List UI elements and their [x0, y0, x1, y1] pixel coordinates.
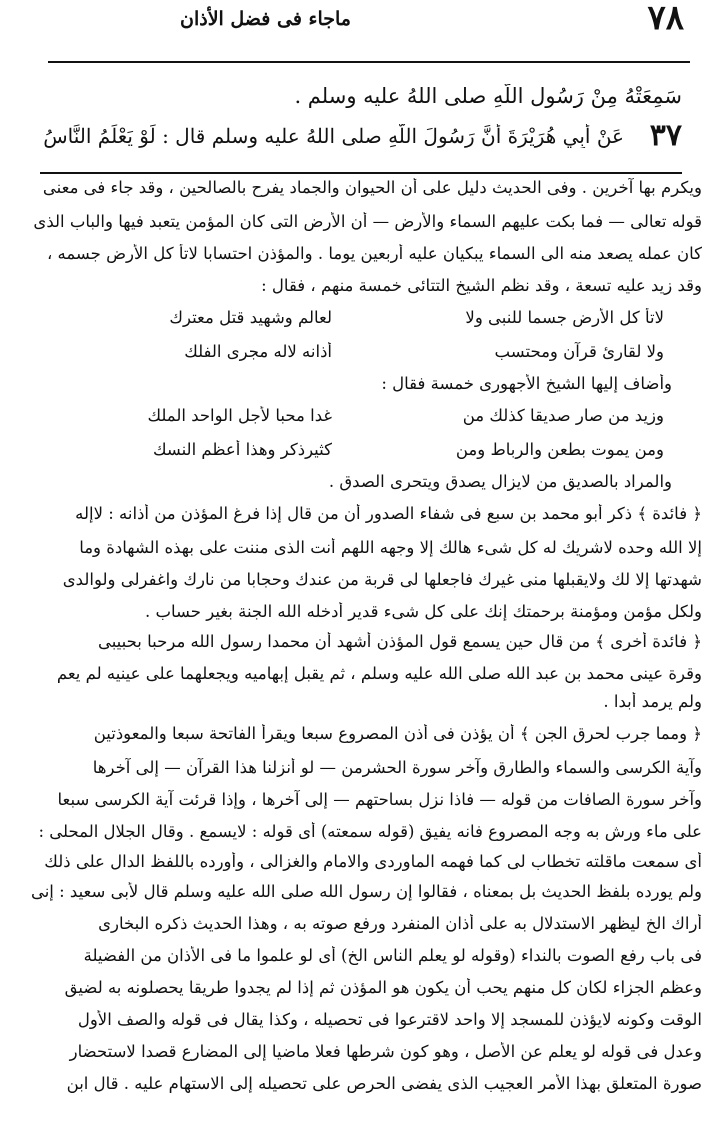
mujarrab-line: ولم يورده بلفظ الحديث بل بمعناه ، فقالوا إن رسول الله صلى الله عليه وسلم قال لأبى سعيد : إنى [30, 882, 702, 901]
fawaid-line: إلا الله وحده لاشريك له كل شىء هالك إلا وجهه اللهم أنت الذى مننت على بهذه الشهادة وما [79, 538, 702, 557]
fawaid2-line: وقرة عينى محمد بن عبد الله صلى الله عليه وسلم ، ثم يقبل إبهاميه ويجعلهما على عينيه لم يعم [56, 664, 702, 683]
hadith-number: ٣٧ [649, 118, 682, 153]
mujarrab-line: وآخر سورة الصافات من قوله — فاذا نزل بساحتهم — إلى آخرها ، وإذا قرئت آية الكرسى سبعا [57, 790, 702, 809]
poem-hemistich: ومن يموت بطعن والرباط ومن [455, 440, 664, 459]
fawaid-line: ﴿ فائدة ﴾ ذكر أبو محمد بن سبع فى شفاء الصدور أن من قال إذا فرغ المؤذن من أذانه : لاإله [75, 504, 702, 523]
poem-intro: وأضاف إليها الشيخ الأجهورى خمسة فقال : [381, 374, 672, 393]
poem-hemistich: لاتأ كل الأرض جسما للنبى ولا [465, 308, 664, 327]
mujarrab-line: صورة المتعلق بهذا الأمر العجيب الذى يفضى الحرص على تحصيله إلى الاستهام عليه . قال ابن [66, 1074, 702, 1093]
hadith-line-2: عَنْ أَبِي هُرَيْرَةَ أَنَّ رَسُولَ اللَّهِ صلى اللهُ عليه وسلم قال : لَوْ يَعْلَمُ النَّاسُ [43, 124, 624, 148]
fawaid2-line: ولم يرمد أبدا . [603, 692, 702, 711]
fawaid-line: ولكل مؤمن ومؤمنة برحمتك إنك على كل شىء قدير أدخله الله الجنة بغير حساب . [145, 602, 702, 621]
poem-hemistich: غدا محبا لأجل الواحد الملك [147, 406, 332, 425]
mujarrab-line: وعدل فى قوله لو يعلم عن الأصل ، وهو كون شرطها فعلا ماضيا إلى المضارع قصدا لاستحضار [69, 1042, 702, 1061]
poem-hemistich: كثيرذكر وهذا أعظم النسك [152, 440, 332, 459]
body-line: قوله تعالى — فما بكت عليهم السماء والأرض — أن الأرض التى كان المؤمن يتعبد فيها والباب الذى [33, 212, 702, 231]
mujarrab-line: أراك الخ ليظهر الاستدلال به على أذان المنفرد ورفع صوته به ، وهذا الحديث ذكره البخارى [98, 914, 702, 933]
hadith-line-1: سَمِعَتْهُ مِنْ رَسُولِ اللَّهِ صلى اللهُ عليه وسلم . [294, 84, 682, 108]
header-rule [48, 61, 690, 63]
mujarrab-line: أى سمعت ماقلته تخطاب لى كما فهمه الماوردى والامام والغزالى ، وأورده باللفظ الدال على ذلك [44, 852, 702, 871]
mujarrab-line: على ماء ورش به وجه المصروع فانه يفيق (قوله سمعته) أى قوله : لايسمع . وقال الجلال المحلى : [38, 822, 702, 841]
hadith-rule [40, 172, 682, 174]
poem-hemistich: أذانه لاله مجرى الفلك [184, 342, 332, 361]
mujarrab-line: الوقت وكونه لايؤذن للمسجد إلا واحد لاقترعوا فى تحصيله ، وكذا يقال فى قوله والصف الأول [77, 1010, 702, 1029]
mujarrab-line: وآية الكرسى والسماء والطارق وآخر سورة الحشرمن — لو أنزلنا هذا القرآن — إلى آخرها [92, 758, 702, 777]
body-line: وقد زيد عليه تسعة ، وقد نظم الشيخ التتائى خمسة منهم ، فقال : [261, 276, 702, 295]
running-title: ماجاء فى فضل الأذان [180, 8, 351, 30]
poem-hemistich: وزيد من صار صديقا كذلك من [462, 406, 664, 425]
poem-hemistich: ولا لقارئ قرآن ومحتسب [494, 342, 664, 361]
fawaid-line: شهدتها إلا لك ولايقبلها منى غيرك فاجعلها لى قربة من عندك وحجابا من نارك واغفرلى ولوالدى [62, 570, 702, 589]
mujarrab-line: وعظم الجزاء لكان كل منهم يحب أن يكون هو المؤذن ثم إذا لم يجدوا طريقا يحصلونه به لضيق [64, 978, 702, 997]
mujarrab-line: فى باب رفع الصوت بالنداء (وقوله لو يعلم الناس الخ) أى لو علموا ما فى الأذان من الفضيلة [83, 946, 702, 965]
page-number: ٧٨ [647, 0, 684, 38]
body-line: كان عمله يصعد منه الى السماء يبكيان عليه أربعين يوما . والمؤذن احتسابا لاتأ كل الأرض جسمه ، [46, 244, 702, 263]
poem-hemistich: لعالم وشهيد قتل معترك [169, 308, 332, 327]
mujarrab-line: ﴿ ومما جرب لحرق الجن ﴾ أن يؤذن فى أذن المصروع سبعا ويقرأ الفاتحة سبعا والمعوذتين [93, 724, 702, 743]
body-line: ويكرم بها آخرين . وفى الحديث دليل على أن الحيوان والجماد يفرح بالصالحين ، وقد جاء فى معنى [42, 178, 702, 197]
after-poem: والمراد بالصديق من لايزال يصدق ويتحرى الصدق . [328, 472, 672, 491]
fawaid2-line: ﴿ فائدة أخرى ﴾ من قال حين يسمع قول المؤذن أشهد أن محمدا رسول الله مرحبا بحبيبى [97, 632, 702, 651]
